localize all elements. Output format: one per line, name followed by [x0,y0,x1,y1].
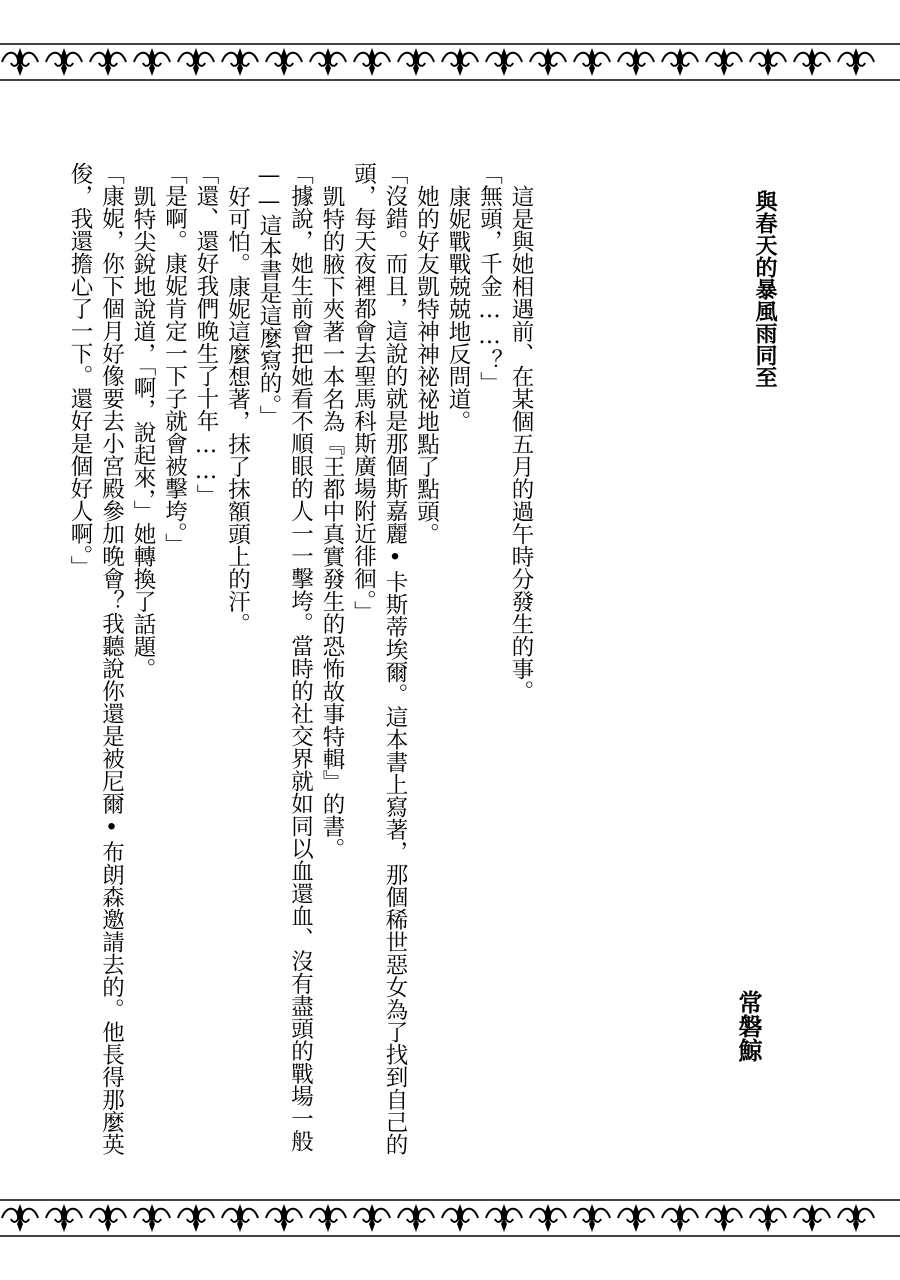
paragraph: 「是啊。康妮肯定一下子就會被擊垮。」 [161,162,188,556]
ornamental-border-bottom [0,1196,900,1240]
paragraph: 她的好友凱特神神祕祕地點了點頭。 [413,184,440,545]
ornamental-border-top [0,40,900,84]
paragraph: 凱特尖銳地說道，「啊，說起來，」她轉換了話題。 [130,184,156,680]
paragraph: 好可怕。康妮這麼想著，抹了抹額頭上的汗。 [224,184,251,635]
paragraph: 「康妮，你下個月好像要去小宮殿參加晚會？我聽說你還是被尼爾•布朗森邀請去的。他長得那麼英俊，我還擔心了一下。還好是個好人啊。」 [67,162,125,1156]
author-name: 常磐鯨 [734,990,763,1062]
paragraph: 「沒錯。而且，這說的就是那個斯嘉麗•卡斯蒂埃爾。這本書上寫著，那個稀世惡女為了找到自己的頭，每天夜裡都會去聖馬科斯廣場附近徘徊。」 [350,162,408,1156]
paragraph: 這是與她相遇前、在某個五月的過午時分發生的事。 [508,184,534,702]
chapter-title: 與春天的暴風雨同至 [752,190,778,388]
paragraph: 「還、還好我們晚生了十年……」 [193,162,219,507]
paragraph: 「據說，她生前會把她看不順眼的人一一擊垮。當時的社交界就如同以血還血、沒有盡頭的戰場一般——這本書是這麼寫的。」 [256,162,314,1152]
paragraph: 「無頭，千金……？」 [476,162,503,394]
ornament-icon [0,40,900,84]
paragraph: 康妮戰戰兢兢地反問道。 [445,184,471,432]
paragraph: 凱特的腋下夾著一本名為『王都中真實發生的恐怖故事特輯』的書。 [319,184,345,860]
body-text [64,162,537,1162]
ornament-icon [0,1196,900,1240]
